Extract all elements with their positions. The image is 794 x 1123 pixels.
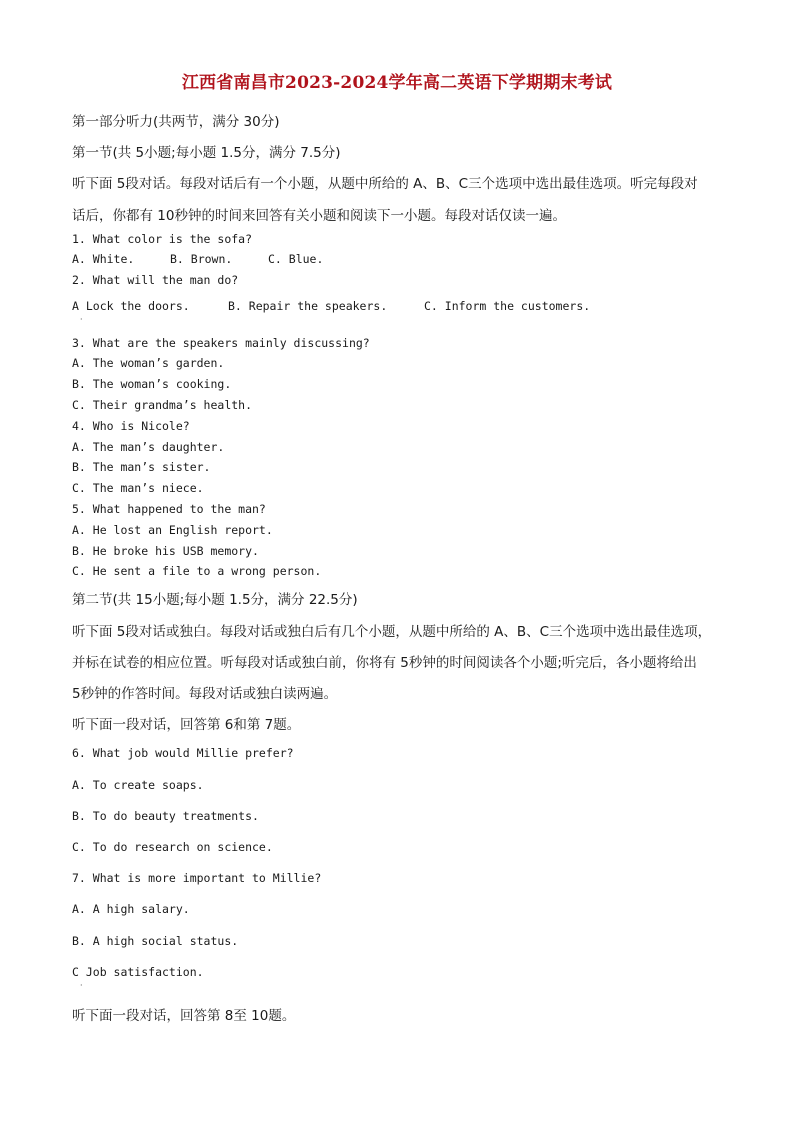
question-6: 6. What job would Millie prefer? [72, 746, 294, 760]
part-one-heading: 第一部分听力(共两节，满分 30分) [72, 114, 280, 130]
question-1-options [72, 252, 323, 266]
question-1-option-b: B. Brown. [170, 252, 233, 266]
question-7-option-b: B. A high social status. [72, 934, 239, 948]
section-two-instructions-line2: 并标在试卷的相应位置。听每段对话或独白前，你将有 5秒钟的时间阅读各个小题;听完后，各小题将给出 [72, 655, 697, 671]
section-one-instructions-line1: 听下面 5段对话。每段对话后有一个小题，从题中所给的 A、B、C三个选项中选出最佳选项。听完每段对 [72, 176, 698, 192]
question-6-option-b: B. To do beauty treatments. [72, 809, 259, 823]
exam-title: 江西省南昌市2023-2024学年高二英语下学期期末考试 [181, 73, 613, 93]
dialog-2-instruction: 听下面一段对话，回答第 8至 10题。 [72, 1008, 296, 1024]
question-4-option-a: A. The man’s daughter. [72, 440, 225, 454]
section-one-instructions-line2: 话后，你都有 10秒钟的时间来回答有关小题和阅读下一小题。每段对话仅读一遍。 [72, 208, 566, 224]
section-two-heading: 第二节(共 15小题;每小题 1.5分，满分 22.5分) [72, 592, 358, 608]
question-2-option-c: C. Inform the customers. [424, 299, 591, 313]
question-7: 7. What is more important to Millie? [72, 871, 322, 885]
question-2-options [72, 299, 590, 313]
question-7-option-c: C Job satisfaction. [72, 965, 204, 979]
question-5-option-c: C. He sent a file to a wrong person. [72, 564, 322, 578]
section-two-instructions-line1: 听下面 5段对话或独白。每段对话或独白后有几个小题，从题中所给的 A、B、C三个选项中选出最佳选项， [72, 624, 712, 640]
question-5: 5. What happened to the man? [72, 502, 266, 516]
stray-mark: · [80, 981, 83, 990]
question-4: 4. Who is Nicole? [72, 419, 190, 433]
stray-mark: · [80, 315, 83, 324]
question-1: 1. What color is the sofa? [72, 232, 253, 246]
question-2: 2. What will the man do? [72, 273, 239, 287]
question-4-option-c: C. The man’s niece. [72, 481, 204, 495]
question-7-option-a: A. A high salary. [72, 902, 190, 916]
question-6-option-c: C. To do research on science. [72, 840, 273, 854]
question-1-option-c: C. Blue. [268, 252, 324, 266]
question-4-option-b: B. The man’s sister. [72, 460, 211, 474]
question-3-option-a: A. The woman’s garden. [72, 356, 225, 370]
question-3-option-b: B. The woman’s cooking. [72, 377, 232, 391]
question-3: 3. What are the speakers mainly discussing? [72, 336, 370, 350]
question-3-option-c: C. Their grandma’s health. [72, 398, 253, 412]
question-2-option-b: B. Repair the speakers. [228, 299, 388, 313]
question-2-option-a: A Lock the doors. [72, 299, 190, 313]
question-5-option-a: A. He lost an English report. [72, 523, 273, 537]
question-6-option-a: A. To create soaps. [72, 778, 204, 792]
question-5-option-b: B. He broke his USB memory. [72, 544, 259, 558]
section-one-heading: 第一节(共 5小题;每小题 1.5分，满分 7.5分) [72, 145, 341, 161]
question-1-option-a: A. White. [72, 252, 135, 266]
dialog-1-instruction: 听下面一段对话，回答第 6和第 7题。 [72, 717, 301, 733]
section-two-instructions-line3: 5秒钟的作答时间。每段对话或独白读两遍。 [72, 686, 338, 702]
